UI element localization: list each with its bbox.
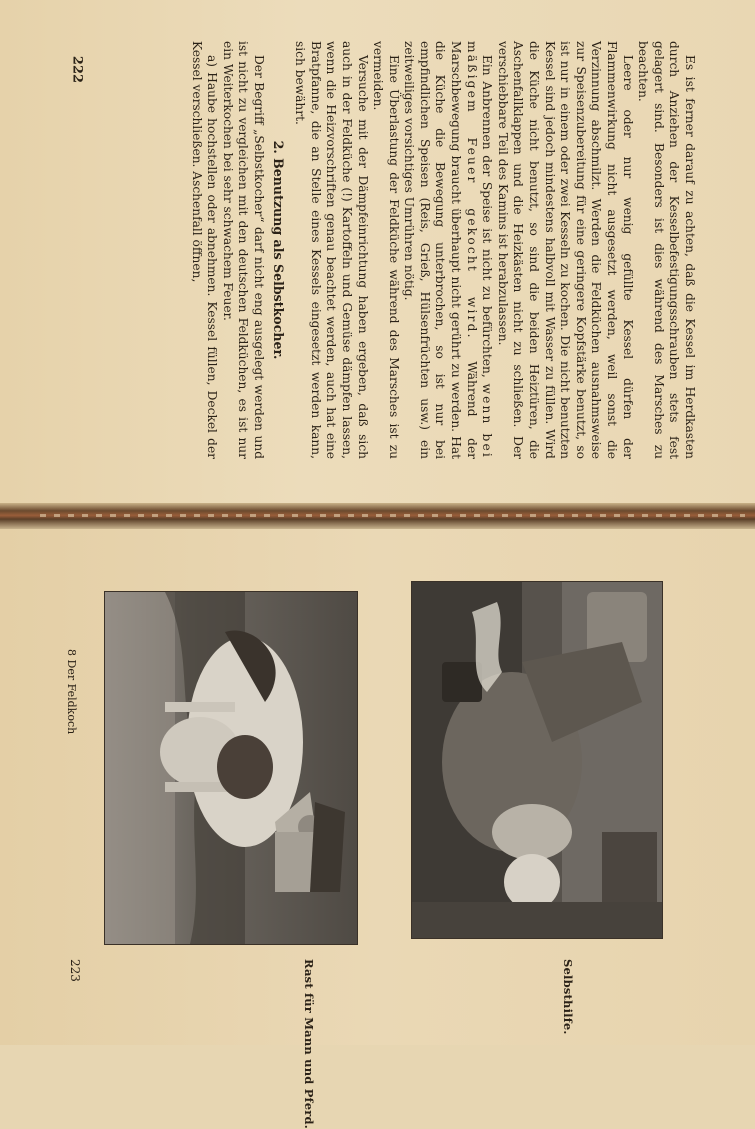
paragraph <box>401 41 495 459</box>
paragraph: Eine Überlastung der Feldküche während des Marsches ist zu vermeiden. <box>371 41 401 459</box>
page-number: 223 <box>68 959 82 982</box>
photo-rest-image <box>105 592 357 944</box>
book-gutter <box>0 503 755 529</box>
paragraph-end: Während der Marschbewegung braucht überhaupt nicht gerührt zu werden. Hat die Küche die Bewegung unterbrochen, so ist nur bei empfindlichen Speisen (Reis, Grieß, Hülsenfrüchten usw.) ein zeitweiliges vorsichtiges Umrühren nötig. <box>402 41 479 459</box>
page-number: 222 <box>69 55 85 84</box>
photo-self-image <box>412 582 662 938</box>
spaced-emphasis: wenn bei mäßigem Feuer gekocht wird. <box>464 41 495 459</box>
left-page <box>0 0 755 512</box>
page-text <box>57 35 697 465</box>
photo-caption: Selbsthilfe. <box>561 959 575 1035</box>
photo-caption: Rast für Mann und Pferd. <box>302 959 316 1129</box>
paragraph-start: Ein Anbrennen der Speise ist nicht zu befürchten, <box>480 55 495 378</box>
signature-mark: 8 Der Feldkoch <box>65 649 78 735</box>
paragraph: Versuche mit der Dämpfeinrichtung haben ergeben, daß sich auch in der Feldküche (!) Kartoffeln und Gemüse dämpfen lassen, wenn die Heizvorschriften genau beachtet werden, auch hat eine Bratpfanne, die an Stelle eines Kessels eingesetzt werden kann, sich bewährt. <box>293 41 370 459</box>
photo-self-help <box>411 581 663 939</box>
paragraph: a) Haube hochstellen oder abnehmen. Kessel füllen, Deckel der Kessel verschließen. Aschenfall öffnen, <box>189 41 220 459</box>
paragraph: Leere oder nur wenig gefüllte Kessel dürfen der Flammenwirkung nicht ausgesetzt werden, weil sonst die Verzinnung abschmilzt. Werden die Feldküchen ausnahmsweise zur Speisenzubereitung für eine geringere Kopfstärke benutzt, so ist nur in einem oder zwei Kesseln zu kochen. Die nicht benutzten Kessel sind jedoch mindestens halbvoll mit Wasser zu füllen. Wird die Küche nicht benutzt, so sind die beiden Heiztüren, die Aschenfallklappen und die Heizkästen nicht zu schließen. Der verschiebbare Teil des Kamins ist herabzulassen. <box>495 41 635 459</box>
photo-rest-man-horse <box>104 591 358 945</box>
paragraph: Es ist ferner darauf zu achten, daß die Kessel im Herdkasten durch Anziehen der Kesselbefestigungsschrauben stets fest gelagert sind. Besonders ist dies während des Marsches zu beachten. <box>636 41 697 459</box>
right-page <box>0 529 755 1129</box>
binding-stitch <box>40 514 745 517</box>
section-heading: 2. Benutzung als Selbstkocher. <box>270 140 286 360</box>
paragraph: Der Begriff „Selbstkocher“ darf nicht eng ausgelegt werden und ist nicht zu vergleichen mit den deutschen Feldküchen, es ist nur ein Weiterkochen bei sehr schwachem Feuer. <box>220 41 266 459</box>
